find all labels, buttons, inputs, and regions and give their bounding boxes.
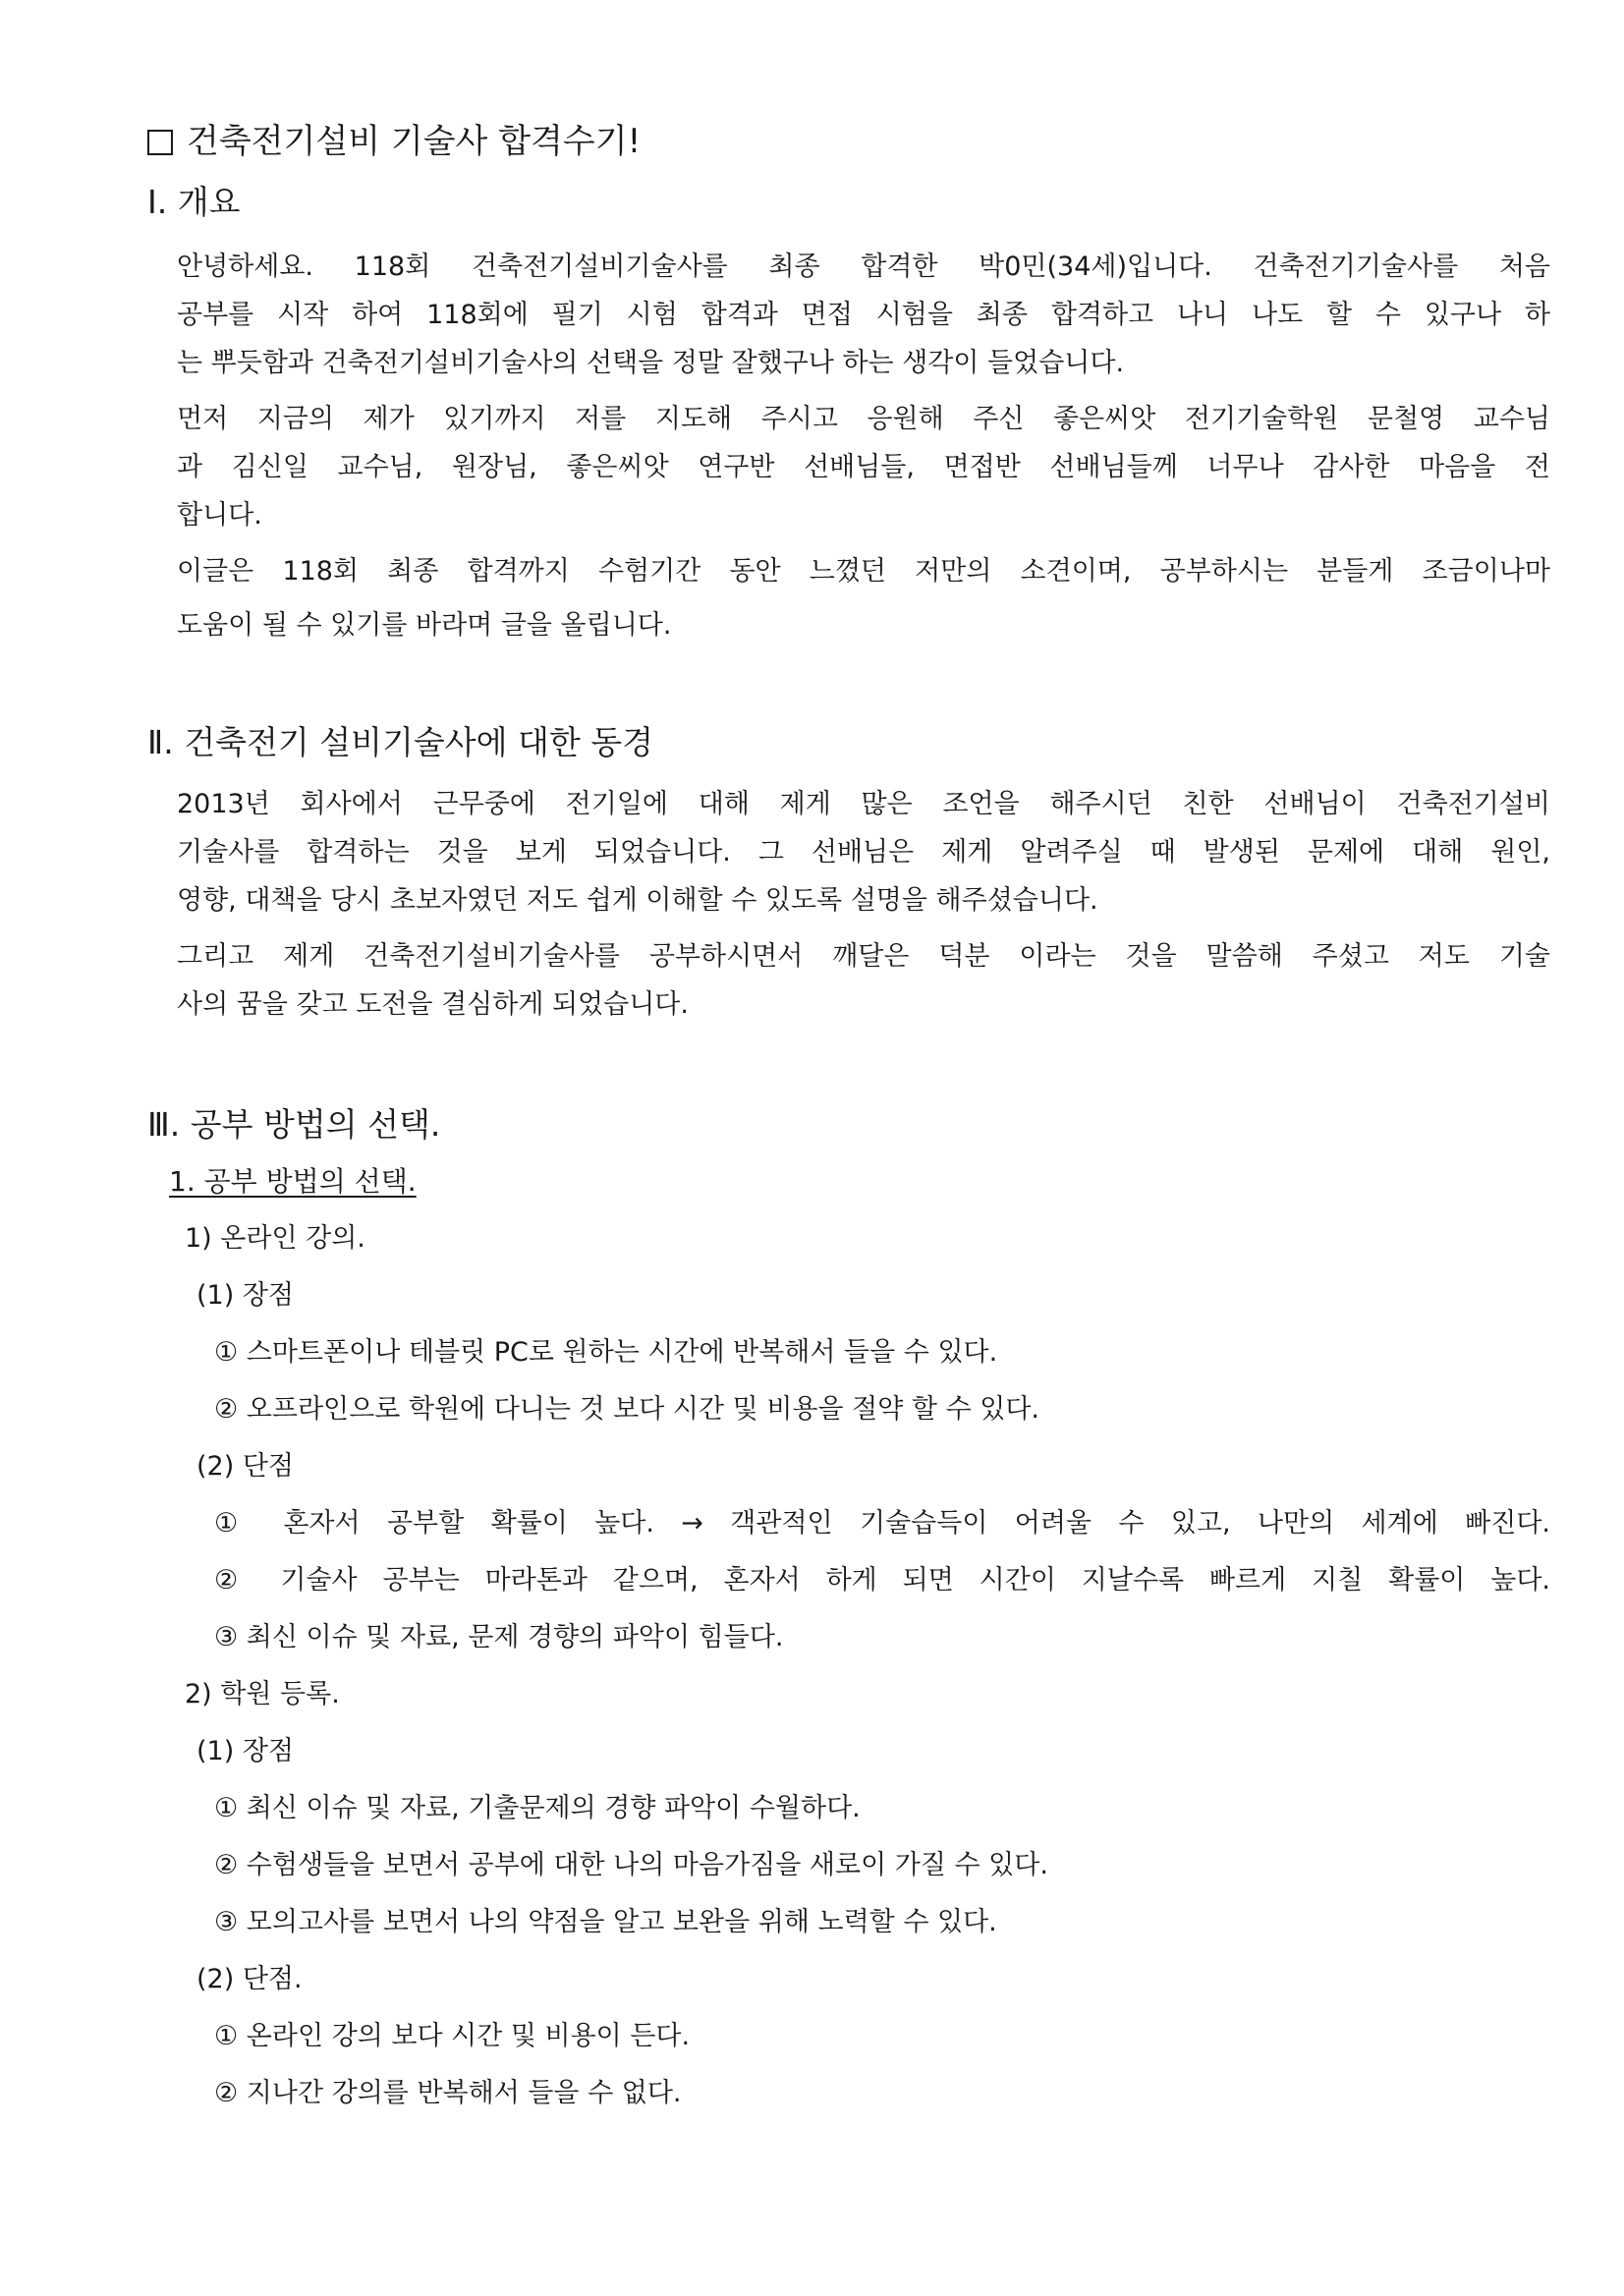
paragraph-line: 2013년 회사에서 근무중에 전기일에 대해 제게 많은 조언을 해주시던 친한 선배님이 건축전기설비 — [177, 789, 1550, 819]
section-heading-overview: Ⅰ. 개요 — [147, 183, 241, 221]
paragraph-line: 과 김신일 교수님, 원장님, 좋은씨앗 연구반 선배님들, 면접반 선배님들께 너무나 감사한 마음을 전 — [177, 452, 1550, 482]
section-heading-study-method: Ⅲ. 공부 방법의 선택. — [147, 1105, 441, 1144]
list-item-pros-label: (1) 장점 — [196, 1280, 294, 1311]
list-item: ② 수험생들을 보면서 공부에 대한 나의 마음가짐을 새로이 가질 수 있다. — [214, 1850, 1048, 1880]
list-item-online-lecture: 1) 온라인 강의. — [185, 1223, 365, 1254]
paragraph-line: 사의 꿈을 갖고 도전을 결심하게 되었습니다. — [177, 989, 689, 1020]
paragraph-line: 이글은 118회 최종 합격까지 수험기간 동안 느꼈던 저만의 소견이며, 공부하시는 분들게 조금이나마 — [177, 556, 1550, 587]
paragraph-line: 도움이 될 수 있기를 바라며 글을 올립니다. — [177, 610, 672, 641]
paragraph-line: 합니다. — [177, 500, 262, 531]
paragraph-line: 영향, 대책을 당시 초보자였던 저도 쉽게 이해할 수 있도록 설명을 해주셨습니다. — [177, 885, 1098, 916]
list-item: ② 지나간 강의를 반복해서 들을 수 없다. — [214, 2078, 682, 2108]
list-item: ① 혼자서 공부할 확률이 높다. → 객관적인 기술습득이 어려울 수 있고, 나만의 세계에 빠진다. — [214, 1508, 1550, 1539]
list-item: ① 온라인 강의 보다 시간 및 비용이 든다. — [214, 2021, 691, 2051]
list-item: ② 기술사 공부는 마라톤과 같으며, 혼자서 하게 되면 시간이 지날수록 빠르게 지칠 확률이 높다. — [214, 1565, 1550, 1596]
list-item: ① 최신 이슈 및 자료, 기출문제의 경향 파악이 수월하다. — [214, 1793, 861, 1823]
document-title — [147, 121, 641, 162]
paragraph-line: 기술사를 합격하는 것을 보게 되었습니다. 그 선배님은 제게 알려주실 때 발생된 문제에 대해 원인, — [177, 837, 1550, 868]
paragraph-line: 먼저 지금의 제가 있기까지 저를 지도해 주시고 응원해 주신 좋은씨앗 전기기술학원 문철영 교수님 — [177, 404, 1550, 434]
section-heading-motivation: Ⅱ. 건축전기 설비기술사에 대한 동경 — [147, 723, 653, 761]
list-item: ③ 모의고사를 보면서 나의 약점을 알고 보완을 위해 노력할 수 있다. — [214, 1907, 997, 1937]
paragraph-line: 안녕하세요. 118회 건축전기설비기술사를 최종 합격한 박0민(34세)입니다. 건축전기기술사를 처음 — [177, 252, 1550, 282]
list-item: ③ 최신 이슈 및 자료, 문제 경향의 파악이 힘들다. — [214, 1622, 784, 1652]
subsection-heading: 1. 공부 방법의 선택. — [169, 1165, 417, 1198]
paragraph-line: 는 뿌듯함과 건축전기설비기술사의 선택을 정말 잘했구나 하는 생각이 들었습니다. — [177, 348, 1125, 378]
list-item-cons-label: (2) 단점 — [196, 1451, 294, 1482]
list-item-academy: 2) 학원 등록. — [185, 1679, 340, 1709]
checkbox-square-icon — [147, 130, 173, 155]
list-item: ② 오프라인으로 학원에 다니는 것 보다 시간 및 비용을 절약 할 수 있다. — [214, 1394, 1039, 1425]
list-item-cons-label: (2) 단점. — [196, 1964, 303, 1994]
list-item-pros-label: (1) 장점 — [196, 1736, 294, 1766]
list-item: ① 스마트폰이나 테블릿 PC로 원하는 시간에 반복해서 들을 수 있다. — [214, 1337, 998, 1368]
paragraph-line: 그리고 제게 건축전기설비기술사를 공부하시면서 깨달은 덕분 이라는 것을 말씀해 주셨고 저도 기술 — [177, 941, 1550, 972]
title-text: 건축전기설비 기술사 합격수기! — [187, 122, 642, 161]
paragraph-line: 공부를 시작 하여 118회에 필기 시험 합격과 면접 시험을 최종 합격하고 나니 나도 할 수 있구나 하 — [177, 300, 1550, 330]
